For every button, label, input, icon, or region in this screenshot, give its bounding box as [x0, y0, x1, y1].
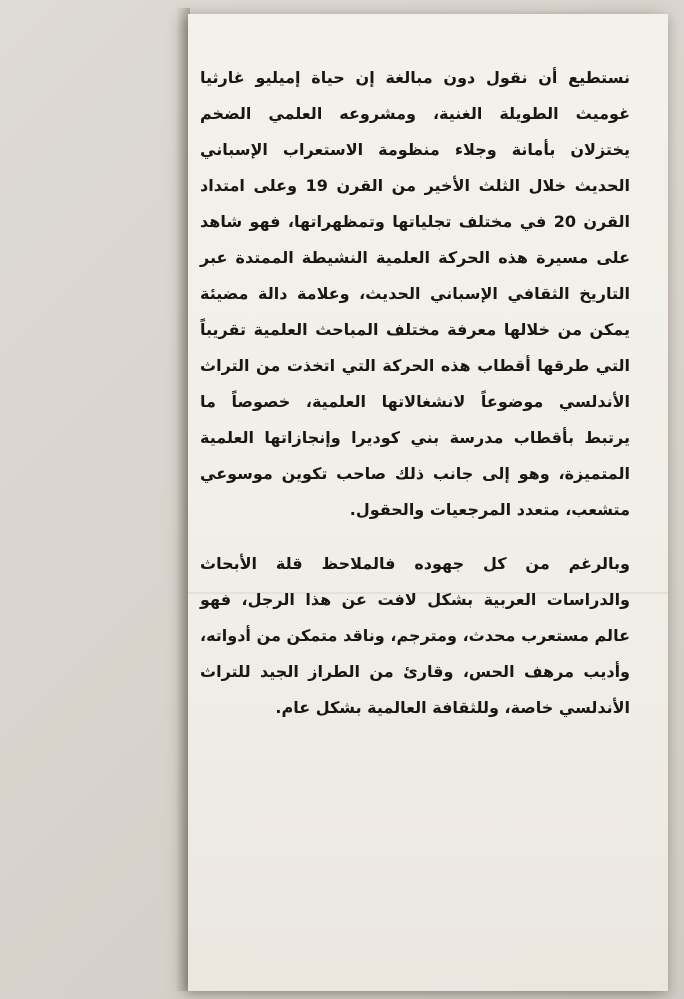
- article-text: [200, 60, 630, 726]
- paragraph-1: نستطيع أن نقول دون مبالغة إن حياة إميليو غارثيا غوميث الطويلة الغنية، ومشروعه العلمي الضخم يختزلان بأمانة وجلاء منظومة الاستعراب الإسباني الحديث خلال الثلث الأخير من القرن 19 وعلى امتداد القرن 20 في مختلف تجلياتها وتمظهراتها، فهو شاهد على مسيرة هذه الحركة العلمية النشيطة الممتدة عبر التاريخ الثقافي الإسباني الحديث، وعلامة دالة مضيئة يمكن من خلالها معرفة مختلف المباحث العلمية تقريباً التي طرقها أقطاب هذه الحركة التي اتخذت من التراث الأندلسي موضوعاً لانشغالاتها العلمية، خصوصاً ما يرتبط بأقطاب مدرسة بني كوديرا وإنجازاتها العلمية المتميزة، وهو إلى جانب ذلك صاحب تكوين موسوعي متشعب، متعدد المرجعيات والحقول.: [200, 68, 630, 519]
- paragraph-2: وبالرغم من كل جهوده فالملاحظ قلة الأبحاث والدراسات العربية بشكل لافت عن هذا الرجل، فهو عالم مستعرب محدث، ومترجم، وناقد متمكن من أدواته، وأديب مرهف الحس، وقارئ من الطراز الجيد للتراث الأندلسي خاصة، وللثقافة العالمية بشكل عام.: [200, 554, 630, 717]
